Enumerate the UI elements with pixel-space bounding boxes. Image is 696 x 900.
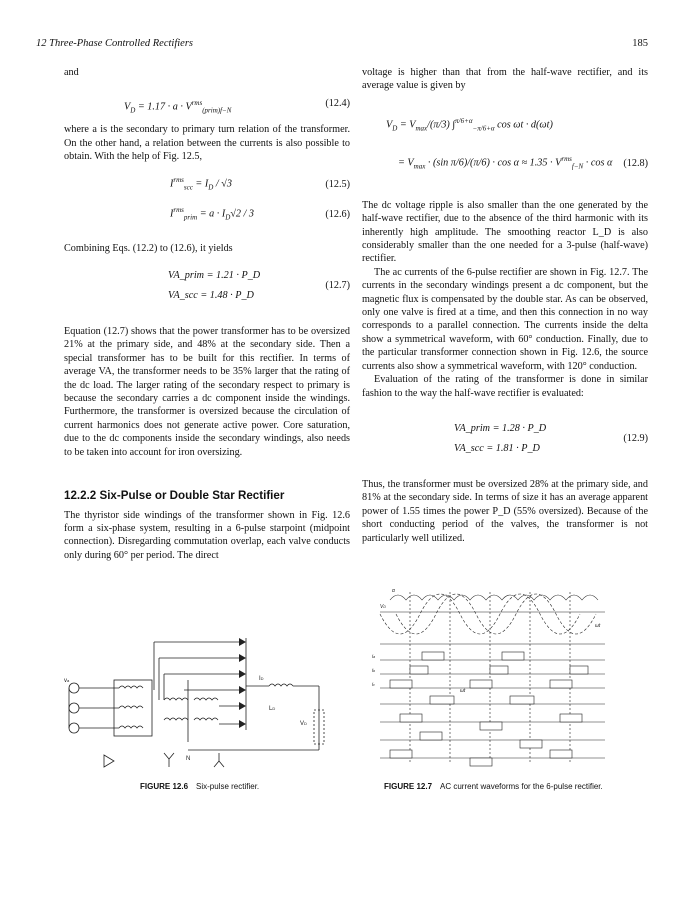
running-title: 12 Three-Phase Controlled Rectifiers	[36, 38, 193, 49]
paragraph: voltage is higher than that from the half-wave rectifier, and its average value is given by	[362, 67, 648, 92]
paragraph: The dc voltage ripple is also smaller than the one generated by the half-wave rectifier, due to the absence of the third harmonic with its inherently high amplitude. The smoothing reactor L_D is also considerably smaller than the one needed for a 3-pulse (half-wave) rectifier.	[362, 199, 648, 265]
page-number: 185	[632, 38, 648, 49]
paragraph: Evaluation of the rating of the transformer is done in similar fashion to the way the half-wave rectifier is evaluated:	[362, 374, 648, 399]
svg-text:va: va	[64, 678, 70, 684]
svg-text:α: α	[392, 588, 395, 594]
paragraph: Thus, the transformer must be oversized 28% at the primary side, and 81% at the secondary side. In terms of size it has an average apparent power of 1.55 times the power P_D (55% oversized). Because of the short conducting period of the valves, the transformer is not particularly well utilized.	[362, 478, 648, 544]
paragraph: The thyristor side windings of the transformer shown in Fig. 12.6 form a six-phase system, resulting in a 6-pulse starpoint (midpoint connection). Disregarding commutation overlap, each valve conducts only during 60° per period. The direct	[64, 509, 350, 561]
svg-text:VD: VD	[300, 721, 307, 727]
paragraph: where a is the secondary to primary turn relation of the transformer. On the other hand, a relation between the currents is also possible to obtain. With the help of Fig. 12.5,	[64, 124, 350, 163]
figure-12-6-caption: FIGURE 12.6 Six-pulse rectifier.	[140, 782, 260, 791]
svg-text:ωt: ωt	[595, 623, 601, 629]
equation-12-7: VA_prim = 1.21 · P_D VA_scc = 1.48 · P_D (12.7)	[168, 270, 350, 302]
figure-12-7-caption: FIGURE 12.7 AC current waveforms for the 6-pulse rectifier.	[384, 782, 603, 791]
svg-text:ID: ID	[259, 676, 264, 682]
equation-12-4: $V_D = 1.17 \cdot a \cdot V^{rms}_{(prim)f-N}$ (12.4)	[124, 98, 350, 115]
svg-text:ic: ic	[372, 682, 375, 688]
equation-12-9: VA_prim = 1.28 · P_D VA_scc = 1.81 · P_D (12.9)	[454, 422, 648, 454]
figure-12-6-circuit	[64, 630, 350, 775]
section-heading: 12.2.2 Six-Pulse or Double Star Rectifier	[64, 489, 285, 503]
paragraph: Combining Eqs. (12.2) to (12.6), it yields	[64, 242, 233, 254]
figure-12-7-waveforms	[370, 582, 618, 772]
paragraph: and	[64, 67, 79, 78]
paragraph: Equation (12.7) shows that the power transformer has to be oversized 21% at the primary side, and 48% at the secondary side. Then a special transformer has to be built for this rectifier. In terms of average VA, the transformer needs to be 35% larger that the rating of the dc load. The larger rating of the secondary respect to primary is because the secondary carries a dc component inside the windings. Furthermore, the transformer is oversized because the circulation of current harmonics does not generate active power. Core saturation, due to the dc components inside the secondary windings, also needs to be taken into account for iron oversizing.	[64, 326, 350, 458]
svg-text:LD: LD	[269, 706, 276, 712]
equation-12-8: $V_D = V_{max}/(\pi/3)$ ∫$^{\pi/6+\alpha}_{-\pi/6+\alpha}$ cos ωt · d(ωt) = $V_{max} \cdot (\sin$ $\pi/6)/(\pi/6) \cdot \cos \alpha \approx 1.35 \cdot V^{rms}_{f-N} \cdot \cos \alpha$ (12.8)	[386, 116, 648, 171]
svg-text:ib: ib	[372, 668, 376, 674]
svg-text:ωt: ωt	[460, 688, 466, 694]
right-column	[362, 66, 648, 545]
left-column	[64, 66, 350, 562]
paragraph: The ac currents of the 6-pulse rectifier are shown in Fig. 12.7. The currents in the secondary windings present a dc component, but the magnetic flux is compensated by the double star. As can be observed, only one valve is fired at a time, and then this connection in no way corresponds to a parallel connection. The currents inside the delta show a symmetrical waveform, with 60° conduction. Finally, due to the particular transformer connection shown in Fig. 12.6, the source currents also show a symmetrical waveform, with 120° conduction.	[362, 266, 648, 372]
page-header	[36, 38, 648, 49]
svg-text:ia: ia	[372, 654, 376, 660]
svg-text:N: N	[186, 756, 191, 762]
svg-text:VD: VD	[380, 604, 386, 610]
equation-12-5-12-6: $I^{rms}_{scc} = I_D / √3$ (12.5) $I^{rms}_{prim} = a \cdot I_D√2 / 3$ (12.6)	[170, 175, 350, 222]
